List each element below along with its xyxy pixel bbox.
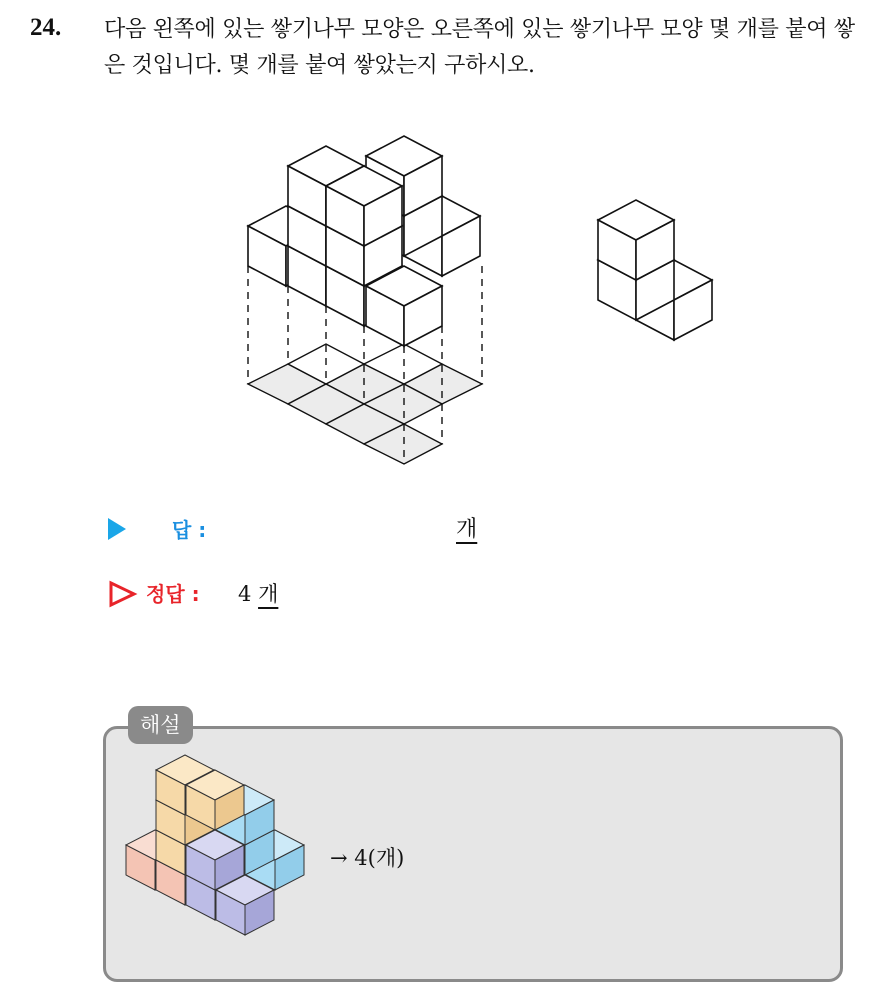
answer-key-unit: 개: [258, 582, 279, 606]
answer-unit: 개: [456, 517, 478, 542]
answer-key-label: 정답 :: [146, 582, 200, 606]
solution-tag: 해설: [128, 706, 193, 744]
question-text: 다음 왼쪽에 있는 쌓기나무 모양은 오른쪽에 있는 쌓기나무 모양 몇 개를 붙여 쌓은 것입니다. 몇 개를 붙여 쌓았는지 구하시오.: [104, 17, 855, 78]
solution-result: → 4(개): [330, 846, 405, 870]
solution-cubes: [126, 755, 304, 935]
question-number: 24.: [30, 14, 62, 41]
answer-key-number: 4: [238, 582, 252, 606]
answer-label: 답 :: [172, 518, 207, 542]
